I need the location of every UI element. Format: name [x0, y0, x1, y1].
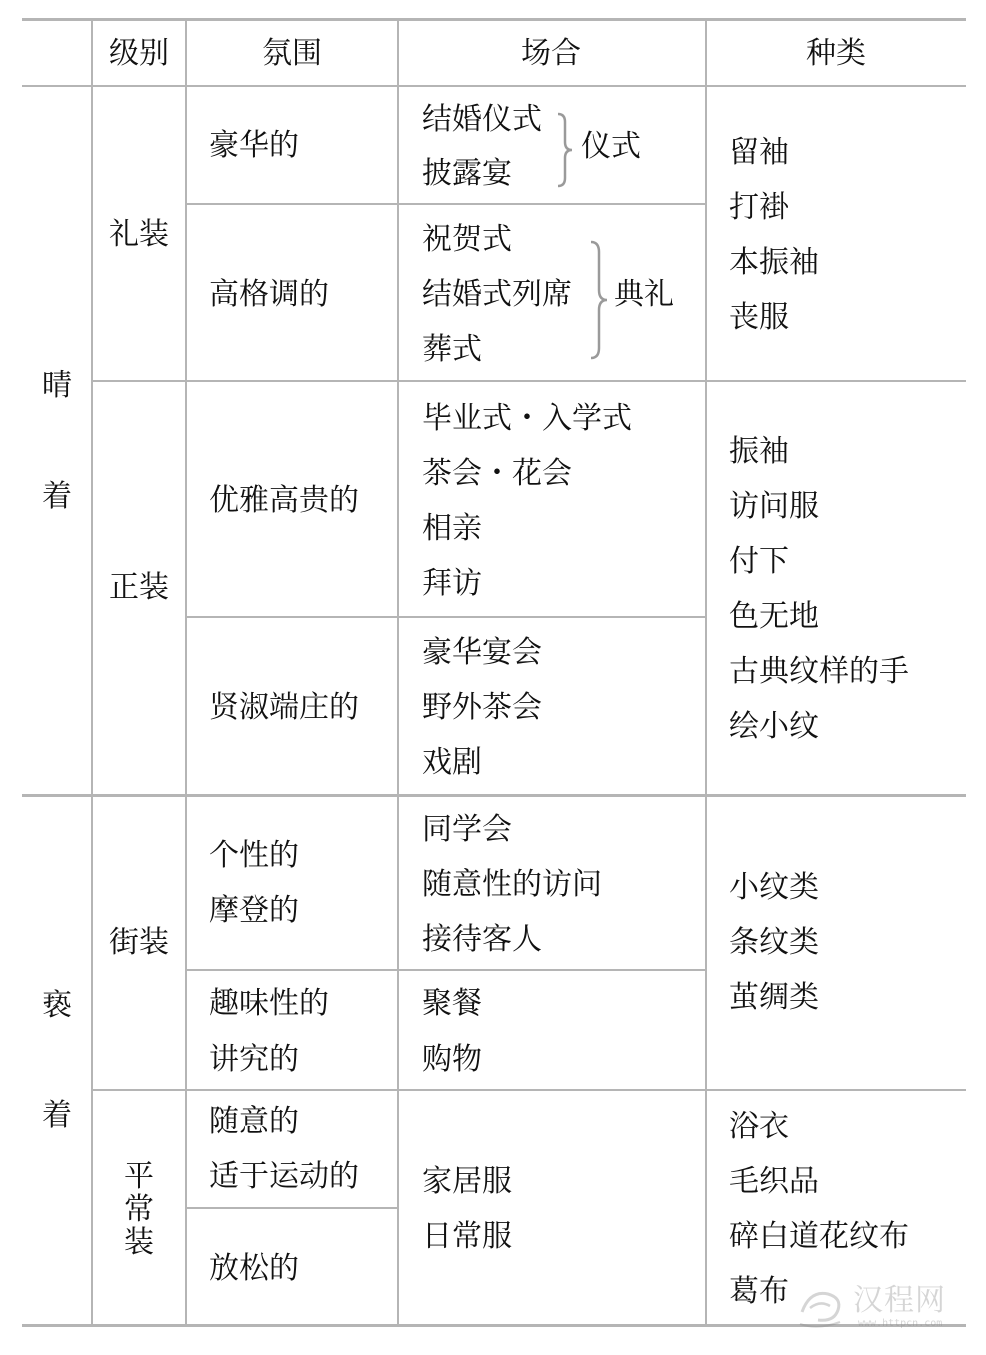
atmosphere-particular: 讲究的 — [209, 1042, 299, 1077]
occasion-item: 购物 — [422, 1042, 482, 1077]
occasion-item: 日常服 — [422, 1219, 512, 1254]
occasion-item: 戏剧 — [422, 745, 482, 780]
atmosphere-sporty: 适于运动的 — [209, 1159, 359, 1194]
kind-item: 条纹类 — [729, 925, 819, 960]
occasion-item: 结婚式列席 — [422, 277, 572, 312]
occasion-item: 家居服 — [422, 1164, 512, 1199]
header-occasion: 场合 — [521, 36, 581, 71]
watermark-text: 汉程网 — [853, 1283, 946, 1318]
kind-item: 本振袖 — [729, 245, 819, 280]
level-street: 街装 — [109, 925, 169, 960]
atmosphere-graceful: 贤淑端庄的 — [209, 690, 359, 725]
column-divider — [397, 20, 399, 1326]
category-casual-char: 着 — [42, 1098, 72, 1133]
column-divider — [91, 20, 93, 1326]
occasion-item: 随意性的访问 — [422, 867, 602, 902]
occasion-item: 聚餐 — [422, 986, 482, 1021]
kind-item: 小纹类 — [729, 870, 819, 905]
header-atmosphere: 氛围 — [262, 36, 322, 71]
kind-item: 浴衣 — [729, 1109, 789, 1144]
kind-item: 葛布 — [729, 1274, 789, 1309]
row-divider — [186, 1207, 398, 1209]
header-level: 级别 — [109, 36, 169, 71]
level-everyday-char: 常 — [124, 1192, 154, 1227]
atmosphere-elegant: 优雅高贵的 — [209, 483, 359, 518]
atmosphere-modern: 摩登的 — [209, 893, 299, 928]
atmosphere-relaxed: 放松的 — [209, 1251, 299, 1286]
header-bottom-border — [22, 85, 966, 87]
atmosphere-casual: 随意的 — [209, 1104, 299, 1139]
kind-item: 付下 — [729, 544, 789, 579]
occasion-group-ritual: 仪式 — [581, 129, 641, 164]
brace-ceremony-icon — [589, 240, 609, 360]
kind-item: 访问服 — [729, 489, 819, 524]
category-formal-char: 着 — [42, 479, 72, 514]
level-everyday-char: 平 — [124, 1159, 154, 1194]
kind-item: 碎白道花纹布 — [729, 1219, 909, 1254]
level-semi-formal: 正装 — [109, 570, 169, 605]
row-divider — [92, 1089, 966, 1091]
kind-item: 古典纹样的手 — [729, 654, 909, 689]
occasion-item: 葬式 — [422, 332, 482, 367]
occasion-item: 毕业式・入学式 — [422, 401, 632, 436]
row-divider — [186, 203, 706, 205]
level-everyday-char: 装 — [124, 1225, 154, 1260]
kind-item: 茧绸类 — [729, 980, 819, 1015]
occasion-item: 茶会・花会 — [422, 456, 572, 491]
occasion-item: 披露宴 — [422, 156, 512, 191]
watermark — [796, 1278, 971, 1336]
kind-item: 绘小纹 — [729, 709, 819, 744]
row-divider — [186, 616, 706, 618]
row-divider — [186, 969, 706, 971]
atmosphere-dignified: 高格调的 — [209, 277, 329, 312]
occasion-item: 相亲 — [422, 511, 482, 546]
kind-item: 色无地 — [729, 599, 819, 634]
watermark-logo-icon — [796, 1282, 852, 1332]
watermark-url: www.httpcn.com — [858, 1318, 943, 1329]
kind-item: 留袖 — [729, 135, 789, 170]
column-divider — [705, 20, 707, 1326]
occasion-item: 祝贺式 — [422, 222, 512, 257]
atmosphere-fun: 趣味性的 — [209, 986, 329, 1021]
row-divider — [92, 380, 966, 382]
atmosphere-individual: 个性的 — [209, 838, 299, 873]
kind-item: 丧服 — [729, 300, 789, 335]
occasion-item: 接待客人 — [422, 922, 542, 957]
category-casual-char: 亵 — [42, 988, 72, 1023]
occasion-group-ceremony: 典礼 — [614, 277, 674, 312]
brace-ritual-icon — [556, 112, 574, 188]
table-top-border — [22, 18, 966, 21]
kind-item: 毛织品 — [729, 1164, 819, 1199]
kind-item: 振袖 — [729, 434, 789, 469]
kind-item: 打褂 — [729, 190, 789, 225]
occasion-item: 豪华宴会 — [422, 635, 542, 670]
occasion-item: 拜访 — [422, 566, 482, 601]
header-kinds: 种类 — [806, 36, 866, 71]
occasion-item: 野外茶会 — [422, 690, 542, 725]
column-divider — [185, 20, 187, 1326]
level-ceremonial: 礼装 — [109, 217, 169, 252]
atmosphere-luxurious: 豪华的 — [209, 128, 299, 163]
occasion-item: 同学会 — [422, 812, 512, 847]
category-formal-char: 晴 — [42, 368, 72, 403]
occasion-item: 结婚仪式 — [422, 102, 542, 137]
section-divider — [22, 794, 966, 797]
